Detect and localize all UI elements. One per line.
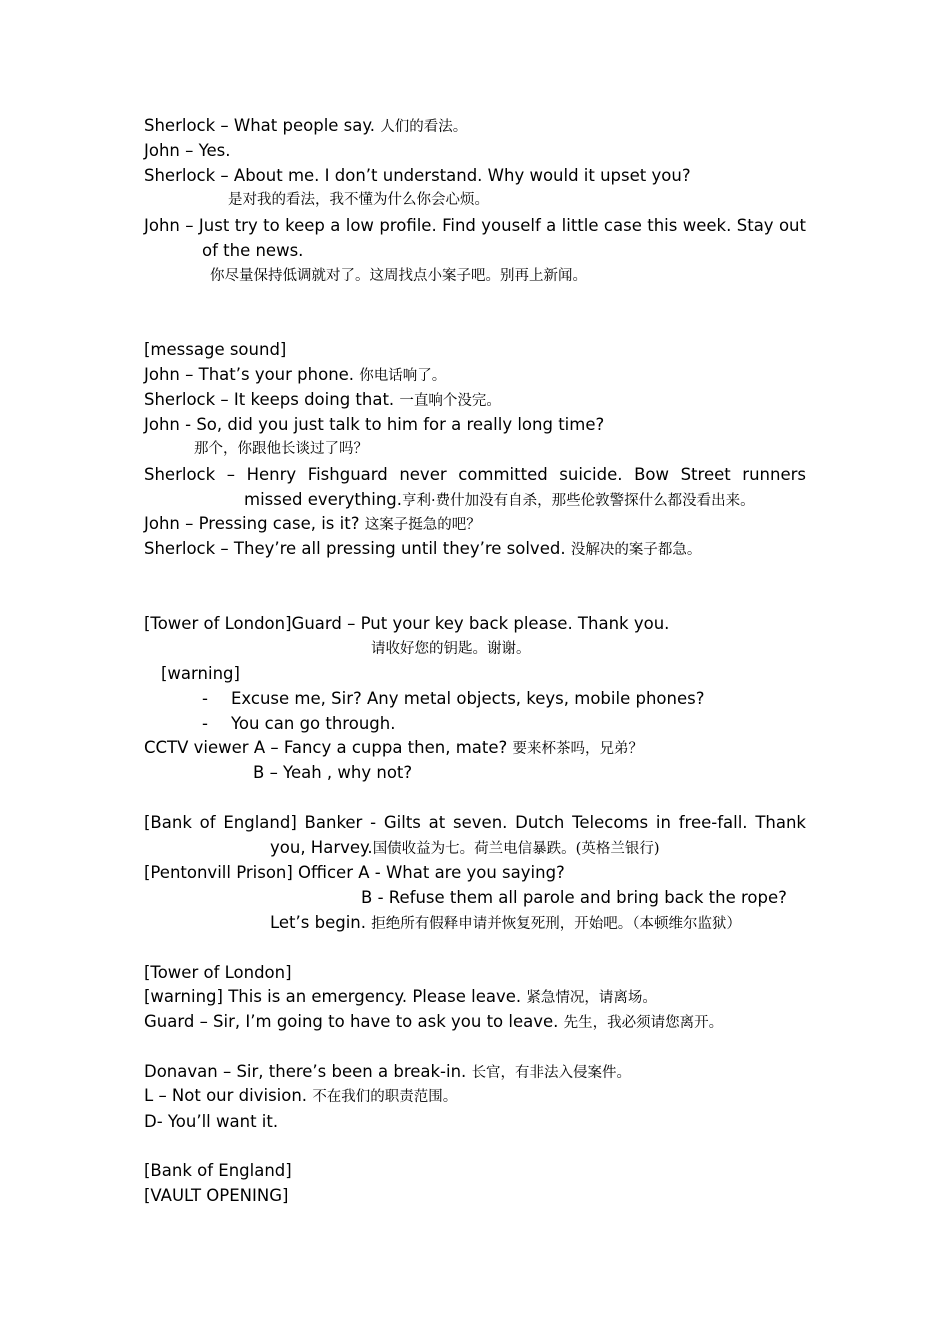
line-english: Let’s begin. (270, 913, 366, 932)
line-chinese: 国债收益为七。荷兰电信暴跌。(英格兰银行) (372, 841, 660, 857)
line-english: L – Not our division. (144, 1086, 308, 1105)
line-english: of the news. (202, 241, 304, 260)
line-english: [Bank of England] Banker - Gilts at seven. Dutch Telecoms in free-fall. Thank (144, 813, 806, 832)
list-item-text (231, 711, 395, 736)
dialogue-line (144, 213, 806, 238)
line-chinese: 请收好您的钥匙。谢谢。 (371, 641, 531, 657)
list-item (202, 711, 208, 736)
line-english: B - Refuse them all parole and bring back the rope? (361, 888, 787, 907)
line-chinese: 没解决的案子都急。 (570, 542, 702, 558)
line-english: John – Just try to keep a low profile. Find youself a little case this week. Stay out (144, 216, 806, 235)
dialogue-line-continued (202, 238, 303, 263)
line-english: Sherlock – About me. I don’t understand. Why would it upset you? (144, 166, 691, 185)
line-chinese: 你尽量保持低调就对了。这周找点小案子吧。别再上新闻。 (210, 268, 587, 284)
dialogue-line (144, 412, 604, 437)
line-chinese: 这案子挺急的吧？ (364, 517, 481, 533)
line-chinese: 亨利·费什加没有自杀，那些伦敦警探什么都没看出来。 (402, 493, 755, 509)
dialogue-line (253, 760, 412, 785)
scene-heading (144, 1183, 288, 1208)
line-english: [warning] (161, 664, 240, 683)
translation-line (371, 637, 531, 662)
line-english: missed everything. (244, 490, 403, 509)
line-english: Excuse me, Sir? Any metal objects, keys, mobile phones? (231, 689, 705, 708)
line-chinese: 要来杯茶吗，兄弟？ (512, 741, 644, 757)
scene-heading (144, 337, 286, 362)
scene-heading (144, 1158, 292, 1183)
dialogue-line (144, 113, 467, 138)
line-english: Sherlock – Henry Fishguard never committed suicide. Bow Street runners (144, 465, 806, 484)
dialogue-line (144, 462, 806, 487)
line-english: Guard – Sir, I’m going to have to ask you to leave. (144, 1012, 559, 1031)
dialogue-line (144, 1059, 631, 1084)
line-chinese: 人们的看法。 (380, 119, 468, 135)
dialogue-line (144, 1083, 457, 1108)
bullet-dash: - (202, 714, 208, 733)
line-english: Sherlock – They’re all pressing until they’re solved. (144, 539, 566, 558)
line-chinese: 拒绝所有假释申请并恢复死刑，开始吧。（本顿维尔监狱） (371, 916, 741, 932)
dialogue-line (144, 984, 657, 1009)
line-chinese: 不在我们的职责范围。 (312, 1089, 458, 1105)
dialogue-line (361, 885, 787, 910)
line-english: D- You’ll want it. (144, 1112, 279, 1131)
dialogue-line-continued (270, 835, 660, 860)
line-english: [Tower of London] (144, 963, 292, 982)
dialogue-line-continued (270, 910, 741, 935)
dialogue-line (144, 138, 231, 163)
line-english: [message sound] (144, 340, 287, 359)
bullet-dash: - (202, 689, 208, 708)
line-chinese: 一直响个没完。 (399, 393, 501, 409)
dialogue-line (144, 860, 565, 885)
dialogue-line (144, 1009, 723, 1034)
translation-line (194, 437, 368, 462)
line-english: John – Pressing case, is it? (144, 514, 360, 533)
line-chinese: 先生，我必须请您离开。 (563, 1015, 724, 1031)
dialogue-line (144, 1109, 278, 1134)
list-item (202, 686, 208, 711)
line-english: [Pentonvill Prison] Officer A - What are you saying? (144, 863, 565, 882)
translation-line (228, 188, 489, 213)
line-chinese: 你电话响了。 (359, 368, 447, 384)
line-english: John – Yes. (144, 141, 231, 160)
dialogue-line (144, 735, 643, 760)
dialogue-line (144, 536, 701, 561)
dialogue-line (144, 611, 669, 636)
line-english: [Tower of London]Guard – Put your key back please. Thank you. (144, 614, 670, 633)
dialogue-line (144, 511, 481, 536)
line-chinese: 是对我的看法，我不懂为什么你会心烦。 (228, 192, 489, 208)
translation-line (210, 264, 587, 289)
line-english: [Bank of England] (144, 1161, 292, 1180)
dialogue-line (144, 810, 806, 835)
dialogue-line (144, 163, 691, 188)
scene-heading (144, 960, 292, 985)
line-chinese: 紧急情况，请离场。 (526, 990, 657, 1006)
line-chinese: 长官，有非法入侵案件。 (471, 1065, 632, 1081)
line-english: You can go through. (231, 714, 396, 733)
line-english: CCTV viewer A – Fancy a cuppa then, mate? (144, 738, 508, 757)
line-english: you, Harvey. (270, 838, 373, 857)
line-english: John – That’s your phone. (144, 365, 355, 384)
line-english: Sherlock – What people say. (144, 116, 376, 135)
dialogue-line (144, 387, 501, 412)
scene-heading (161, 661, 240, 686)
line-chinese: 那个，你跟他长谈过了吗？ (194, 441, 368, 457)
list-item-text (231, 686, 704, 711)
dialogue-line (144, 362, 446, 387)
line-english: [VAULT OPENING] (144, 1186, 289, 1205)
line-english: John - So, did you just talk to him for a really long time? (144, 415, 605, 434)
line-english: Sherlock – It keeps doing that. (144, 390, 395, 409)
line-english: Donavan – Sir, there’s been a break-in. (144, 1062, 467, 1081)
dialogue-line-continued (244, 487, 755, 512)
line-english: [warning] This is an emergency. Please leave. (144, 987, 522, 1006)
line-english: B – Yeah , why not? (253, 763, 413, 782)
